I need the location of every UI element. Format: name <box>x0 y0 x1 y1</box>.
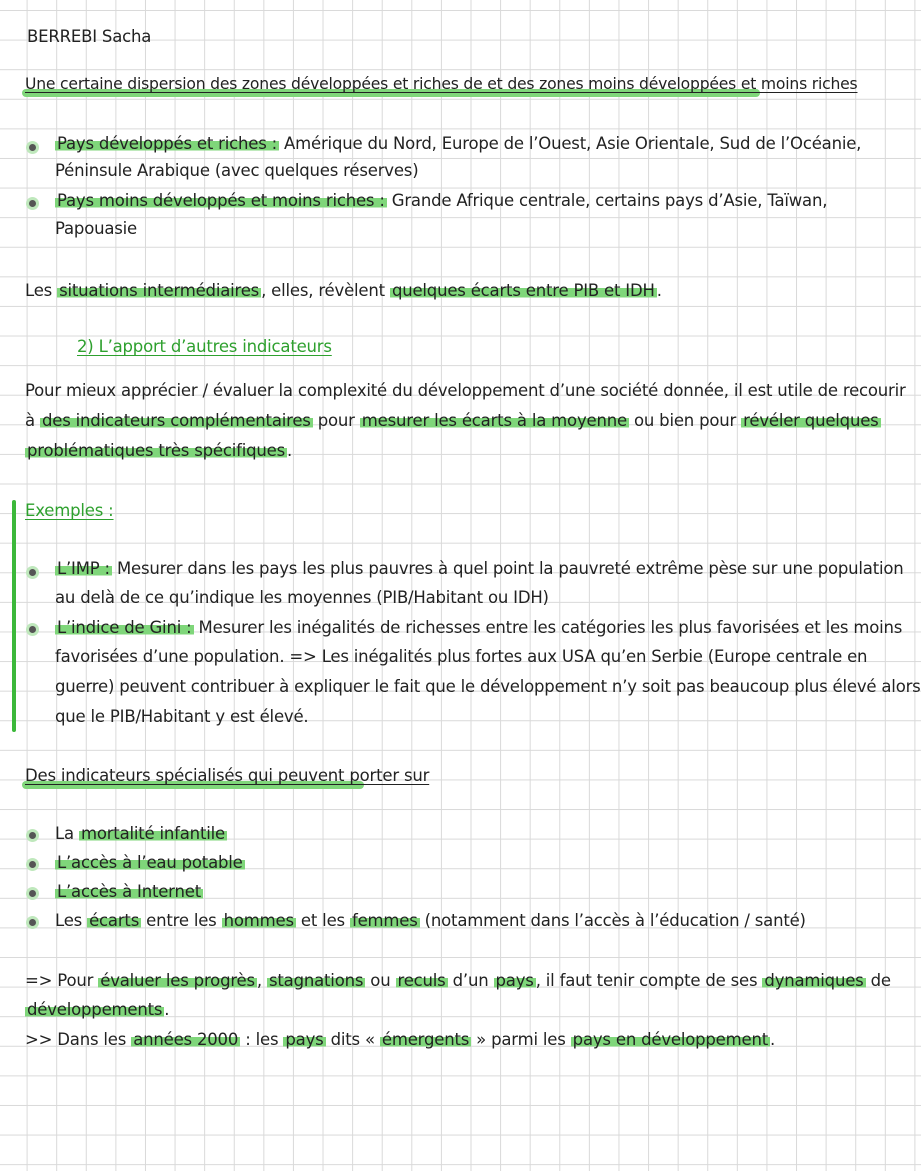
highlight: hommes <box>223 911 294 930</box>
intermediate-sentence <box>25 280 662 302</box>
list-item-developed <box>55 133 861 155</box>
highlight: évaluer les progrès <box>100 971 255 990</box>
example-imp <box>55 558 904 580</box>
label-imp: L’IMP : <box>57 559 110 578</box>
bullet-dot <box>29 890 36 897</box>
text: . <box>287 441 293 460</box>
highlight: des indicateurs complémentaires <box>41 411 311 430</box>
text: . <box>656 281 662 300</box>
highlight: L’accès à l’eau potable <box>57 853 243 872</box>
bullet-dot <box>29 144 36 151</box>
highlight: problématiques très spécifiques <box>27 441 285 460</box>
text: Mesurer les inégalités de richesses entre les catégories les plus favorisées et les moins <box>193 618 903 637</box>
text: , elles, révèlent <box>261 281 390 300</box>
conclusion-line-2 <box>25 999 169 1021</box>
highlight: stagnations <box>269 971 364 990</box>
bullet-dot <box>29 200 36 207</box>
example-gini-cont-1: favorisées d’une population. => Les inégalités plus fortes aux USA qu’en Serbie (Europe centrale en <box>55 647 868 666</box>
examples-side-bar <box>12 500 16 732</box>
text: , il faut tenir compte de ses <box>535 971 763 990</box>
highlight: mesurer les écarts à la moyenne <box>361 411 627 430</box>
conclusion-line-1 <box>25 970 891 992</box>
list-item-mortality <box>55 823 227 845</box>
bullet-dot <box>29 569 36 576</box>
highlight: pays <box>495 971 534 990</box>
text: La <box>55 824 79 843</box>
text: Les <box>55 911 88 930</box>
highlight: développements <box>27 1000 163 1019</box>
list-item-internet <box>55 881 203 903</box>
list-item-developed-cont: Péninsule Arabique (avec quelques réserves) <box>55 161 419 180</box>
author-name: BERREBI Sacha <box>27 27 152 46</box>
bullet-dot <box>29 861 36 868</box>
highlight: femmes <box>351 911 418 930</box>
text: ou bien pour <box>628 411 742 430</box>
text: Mesurer dans les pays les plus pauvres à quel point la pauvreté extrême pèse sur une population <box>111 559 904 578</box>
conclusion-line-3 <box>25 1029 775 1051</box>
text: dits « <box>325 1030 380 1049</box>
text: => Pour <box>25 971 99 990</box>
section-title: 2) L’apport d’autres indicateurs <box>77 337 332 356</box>
highlight: pays <box>285 1030 324 1049</box>
highlight: mortalité infantile <box>80 824 225 843</box>
highlight: situations intermédiaires <box>59 281 260 300</box>
example-gini-cont-2: guerre) peuvent contribuer à expliquer le fait que le développement n’y soit pas beaucoup plus élevé alors <box>55 677 921 696</box>
heading-specialized: Des indicateurs spécialisés qui peuvent porter sur <box>25 766 430 785</box>
highlight: quelques écarts entre PIB et IDH <box>391 281 655 300</box>
text: d’un <box>447 971 494 990</box>
paragraph-line-1: Pour mieux apprécier / évaluer la complexité du développement d’une société donnée, il est utile de recourir <box>25 381 906 400</box>
text-developed: Amérique du Nord, Europe de l’Ouest, Asie Orientale, Sud de l’Océanie, <box>279 134 862 153</box>
text: (notamment dans l’accès à l’éducation / santé) <box>419 911 806 930</box>
text-less-developed: Grande Afrique centrale, certains pays d’Asie, Taïwan, <box>386 191 828 210</box>
highlight: émergents <box>381 1030 470 1049</box>
text: de <box>865 971 891 990</box>
examples-label: Exemples : <box>25 501 114 520</box>
text: entre les <box>141 911 222 930</box>
list-item-gaps <box>55 910 806 932</box>
paragraph-line-2 <box>25 410 881 432</box>
text: pour <box>312 411 360 430</box>
bullet-dot <box>29 919 36 926</box>
heading-dispersion: Une certaine dispersion des zones développées et riches de et des zones moins développées et moins riches <box>25 75 858 93</box>
list-item-water <box>55 852 245 874</box>
text: et les <box>295 911 350 930</box>
text: ou <box>365 971 396 990</box>
label-developed: Pays développés et riches : <box>57 134 278 153</box>
example-gini <box>55 617 902 639</box>
list-item-less-developed <box>55 190 827 212</box>
bullet-dot <box>29 626 36 633</box>
highlight: révéler quelques <box>743 411 879 430</box>
highlight: pays en développement <box>572 1030 768 1049</box>
text: Les <box>25 281 58 300</box>
paragraph-line-3 <box>25 440 292 462</box>
label-less-developed: Pays moins développés et moins riches : <box>57 191 385 210</box>
highlight: reculs <box>397 971 446 990</box>
text: , <box>256 971 268 990</box>
example-gini-cont-3: que le PIB/Habitant y est élevé. <box>55 707 309 726</box>
text: à <box>25 411 40 430</box>
example-imp-cont: au delà de ce qu’indique les moyennes (PIB/Habitant ou IDH) <box>55 588 549 607</box>
text: >> Dans les <box>25 1030 132 1049</box>
highlight: années 2000 <box>133 1030 239 1049</box>
text: . <box>770 1030 776 1049</box>
highlight: dynamiques <box>764 971 864 990</box>
text: : les <box>240 1030 284 1049</box>
text: . <box>164 1000 170 1019</box>
label-gini: L’indice de Gini : <box>57 618 192 637</box>
bullet-dot <box>29 832 36 839</box>
highlight: écarts <box>89 911 140 930</box>
highlight: L’accès à Internet <box>57 882 201 901</box>
list-item-less-developed-cont: Papouasie <box>55 219 137 238</box>
text: » parmi les <box>471 1030 571 1049</box>
